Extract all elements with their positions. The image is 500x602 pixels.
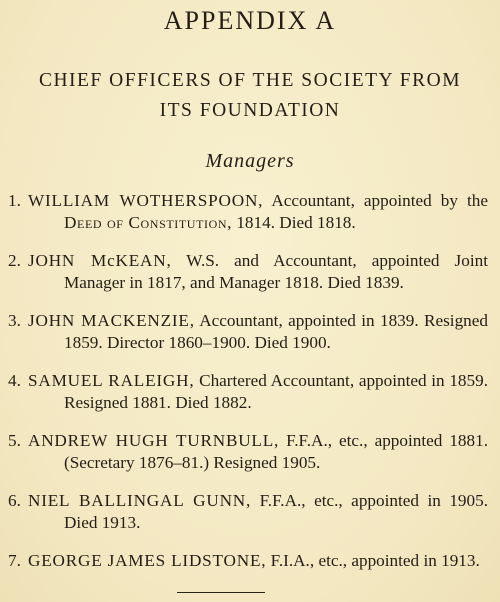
entry-text [28, 550, 488, 572]
list-item [8, 370, 488, 414]
entry-number: 6. [8, 491, 21, 510]
closing-rule [177, 592, 265, 593]
entry-number: 7. [8, 551, 21, 570]
entry-description: F.F.A., etc., appointed 1881. (Secretary 1876–81.) Resigned 1905. [64, 431, 488, 472]
list-item [8, 190, 488, 234]
page-title-line-1: CHIEF OFFICERS OF THE SOCIETY FROM [38, 70, 462, 91]
entry-description: F.I.A., etc., appointed in 1913. [266, 551, 480, 570]
page-title-line-2: ITS FOUNDATION [159, 100, 341, 121]
list-item [8, 310, 488, 354]
managers-list [8, 190, 488, 588]
entry-description: F.F.A., etc., appointed in 1905. Died 1913. [64, 491, 488, 532]
entry-number: 4. [8, 371, 21, 390]
entry-text [28, 310, 488, 354]
entry-name: NIEL BALLINGAL GUNN, [28, 491, 252, 510]
entry-number: 5. [8, 431, 21, 450]
entry-name: SAMUEL RALEIGH, [28, 371, 195, 390]
entry-number: 3. [8, 311, 21, 330]
entry-description: Chartered Accountant, appointed in 1859. Resigned 1881. Died 1882. [64, 371, 488, 412]
entry-number: 2. [8, 251, 21, 270]
entry-dates: 1814. Died 1818. [232, 213, 356, 232]
entry-text [28, 190, 488, 234]
entry-name: JOHN McKEAN, [28, 251, 172, 270]
list-item [8, 430, 488, 474]
entry-description: Accountant, appointed in 1839. Resigned 1859. Director 1860–1900. Died 1900. [64, 311, 488, 352]
entry-name: GEORGE JAMES LIDSTONE, [28, 551, 267, 570]
entry-description: Accountant, appointed by the [263, 191, 488, 210]
appendix-heading: APPENDIX A [163, 6, 337, 35]
entry-small-caps: Deed of Constitution, [64, 213, 233, 232]
list-item [8, 250, 488, 294]
entry-name: JOHN MACKENZIE, [28, 311, 195, 330]
list-item [8, 550, 488, 572]
entry-description: W.S. and Accountant, appointed Joint Manager in 1817, and Manager 1818. Died 1839. [64, 251, 488, 292]
entry-text [28, 250, 488, 294]
entry-number: 1. [8, 191, 21, 210]
entry-text [28, 370, 488, 414]
entry-name: ANDREW HUGH TURNBULL, [28, 431, 280, 450]
list-item [8, 490, 488, 534]
entry-name: WILLIAM WOTHERSPOON, [28, 191, 264, 210]
section-heading-managers: Managers [205, 150, 295, 172]
entry-text [28, 430, 488, 474]
entry-text [28, 490, 488, 534]
page-title [0, 66, 500, 126]
